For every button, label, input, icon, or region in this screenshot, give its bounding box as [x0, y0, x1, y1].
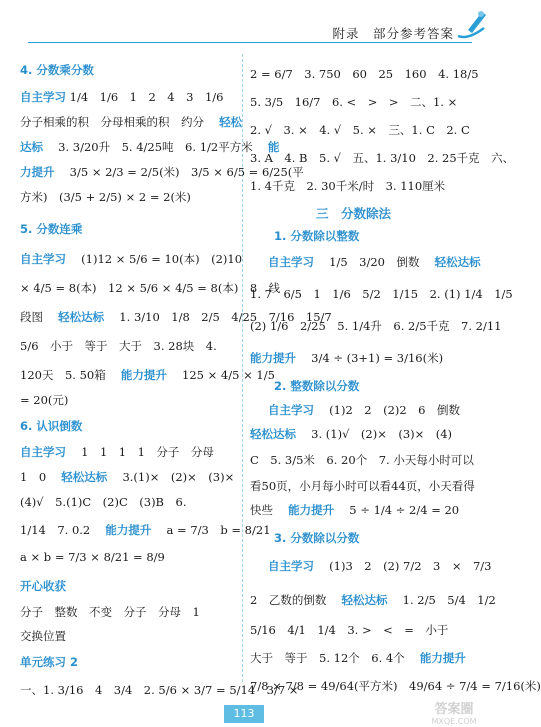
watermark-logo — [414, 697, 494, 727]
answer-line — [20, 469, 234, 485]
answer-text: (1)12 × 5/6 = 10(本) (2)10 — [69, 252, 243, 266]
label-ability: 能力提升 — [419, 651, 466, 665]
section-heading: 1. 分数除以整数 — [274, 229, 360, 243]
answer-line — [268, 402, 460, 418]
answer-text: 1/4 1/6 1 2 4 3 1/6 — [69, 90, 224, 104]
answer-line: 分子 整数 不变 分子 分母 1 — [20, 605, 200, 619]
answer-line — [250, 502, 459, 518]
page-footer — [0, 697, 500, 727]
answer-text: 1/5 3/20 倒数 — [317, 255, 431, 269]
answer-text: 1 0 — [20, 470, 58, 484]
answer-line — [268, 558, 492, 574]
answer-line — [20, 89, 223, 105]
label-self-study: 自主学习 — [20, 445, 66, 459]
pencil-logo-icon — [454, 6, 490, 42]
answer-line: 1. 4千克 2. 30千米/时 3. 110厘米 — [250, 179, 446, 193]
label-self-study: 自主学习 — [20, 252, 66, 266]
answer-text: 段图 — [20, 310, 55, 324]
label-easy: 轻松达标 — [61, 470, 108, 484]
section-heading: 3. 分数除以分数 — [274, 531, 360, 545]
answer-text: 125 × 4/5 × 1/5 — [170, 368, 275, 382]
label-easy-part: 达标 — [20, 140, 43, 154]
label-self-study: 自主学习 — [268, 403, 314, 417]
answer-line: 5/6 小于 等于 大于 3. 28块 4. — [20, 339, 217, 353]
label-ability: 能力提升 — [250, 351, 296, 365]
answer-line: = 20(元) — [20, 393, 69, 407]
answer-text: 3/4 ÷ (3+1) = 3/16(米) — [299, 351, 444, 365]
answer-text: (1)2 2 (2)2 6 倒数 — [317, 403, 461, 417]
answer-line: 1. 7 6/5 1 1/6 5/2 1/15 2. (1) 1/4 1/5 — [250, 287, 513, 301]
answer-line: 5. 3/5 16/7 6. < > > 二、1. × — [250, 95, 458, 109]
answer-text: 2 乙数的倒数 — [250, 593, 338, 607]
answer-line: × 4/5 = 8(本) 12 × 5/6 × 4/5 = 8(本) 8 线 — [20, 281, 281, 295]
answer-text: 3/5 × 2/3 = 2/5(米) 3/5 × 6/5 = 6/25(平 — [58, 165, 304, 179]
label-ability: 能力提升 — [288, 503, 335, 517]
answer-line: (2) 1/6 2/25 5. 1/4升 6. 2/5千克 7. 2/11 — [250, 319, 502, 333]
label-easy: 轻松达标 — [58, 310, 105, 324]
label-easy-part: 轻松 — [219, 115, 243, 129]
page-number: 113 — [224, 705, 264, 723]
answer-line — [250, 426, 452, 442]
answer-line: (4)√ 5.(1)C (2)C (3)B 6. — [20, 495, 187, 509]
label-easy: 轻松达标 — [250, 427, 296, 441]
chapter-heading: 三 分数除法 — [316, 206, 392, 221]
answer-text: 快些 — [250, 503, 285, 517]
answer-line — [250, 350, 443, 366]
page-header — [0, 0, 500, 44]
answer-line: 3. A 4. B 5. √ 五、1. 3/10 2. 25千克 六、 — [250, 151, 515, 165]
answer-text: 1/14 7. 0.2 — [20, 523, 102, 537]
answer-line — [20, 444, 214, 460]
answer-text: 1. 3/10 1/8 2/5 4/25 7/16 15/7 — [107, 310, 332, 324]
label-ability-part: 力提升 — [20, 165, 55, 179]
answer-text: 120天 5. 50箱 — [20, 368, 118, 382]
answer-line — [250, 650, 466, 666]
label-self-study: 自主学习 — [20, 90, 66, 104]
answer-line: 5/16 4/1 1/4 3. > < = 小于 — [250, 623, 449, 637]
header-rule — [28, 42, 472, 43]
answer-line: a × b = 7/3 × 8/21 = 8/9 — [20, 550, 165, 564]
answer-text: 分子相乘的积 分母相乘的积 约分 — [20, 115, 216, 129]
label-easy: 轻松达标 — [341, 593, 388, 607]
answer-text: a = 7/3 b = 8/21 — [155, 523, 271, 537]
label-easy: 轻松达标 — [434, 255, 481, 269]
header-title: 附录 部分参考答案 — [332, 26, 454, 41]
label-ability-part: 能 — [267, 140, 280, 154]
answer-text: 5 ÷ 1/4 ÷ 2/4 = 20 — [337, 503, 460, 517]
section-heading: 2. 整数除以分数 — [274, 379, 360, 393]
answer-line: 7/8 × 7/8 = 49/64(平方米) 49/64 ÷ 7/4 = 7/16(米) — [250, 679, 541, 693]
section-heading: 5. 分数连乘 — [20, 222, 83, 236]
answer-line: 看50页，小月每小时可以看44页，小天看得 — [250, 479, 475, 493]
svg-text:答案圈: 答案圈 — [434, 702, 474, 717]
answer-line: 交换位置 — [20, 629, 66, 643]
answer-text: 3. 3/20升 5. 4/25吨 6. 1/2平方米 — [46, 140, 265, 154]
answer-line: 一、1. 3/16 4 3/4 2. 5/6 × 3/7 = 5/14 3/7 × — [20, 683, 299, 697]
section-heading: 单元练习 2 — [20, 655, 79, 669]
label-self-study: 自主学习 — [268, 559, 314, 573]
answer-text: 3. (1)√ (2)× (3)× (4) — [299, 427, 453, 441]
answer-line — [268, 254, 481, 270]
answer-line — [20, 367, 275, 383]
section-heading: 开心收获 — [20, 579, 66, 593]
svg-text:MXQE.COM: MXQE.COM — [431, 717, 477, 726]
answer-line — [250, 592, 496, 608]
answer-line — [20, 139, 279, 155]
answer-line: 方米) (3/5 + 2/5) × 2 = 2(米) — [20, 190, 191, 204]
answer-text: (1)3 2 (2) 7/2 3 × 7/3 — [317, 559, 492, 573]
answer-line: 2 = 6/7 3. 750 60 25 160 4. 18/5 — [250, 67, 479, 81]
answer-line — [20, 114, 242, 130]
label-ability: 能力提升 — [105, 523, 152, 537]
answer-line: C 5. 3/5米 6. 20个 7. 小天每小时可以 — [250, 453, 474, 467]
answer-text: 1. 2/5 5/4 1/2 — [391, 593, 496, 607]
section-heading: 6. 认识倒数 — [20, 419, 83, 433]
label-self-study: 自主学习 — [268, 255, 314, 269]
answer-text: 大于 等于 5. 12个 6. 4个 — [250, 651, 417, 665]
answer-line — [20, 251, 242, 267]
answer-line: 2. √ 3. × 4. √ 5. × 三、1. C 2. C — [250, 123, 470, 137]
label-ability: 能力提升 — [120, 368, 167, 382]
answer-line — [20, 522, 271, 538]
answer-text: 3.(1)× (2)× (3)× — [110, 470, 235, 484]
answer-text: 1 1 1 1 分子 分母 — [69, 445, 214, 459]
section-heading: 4. 分数乘分数 — [20, 63, 94, 77]
